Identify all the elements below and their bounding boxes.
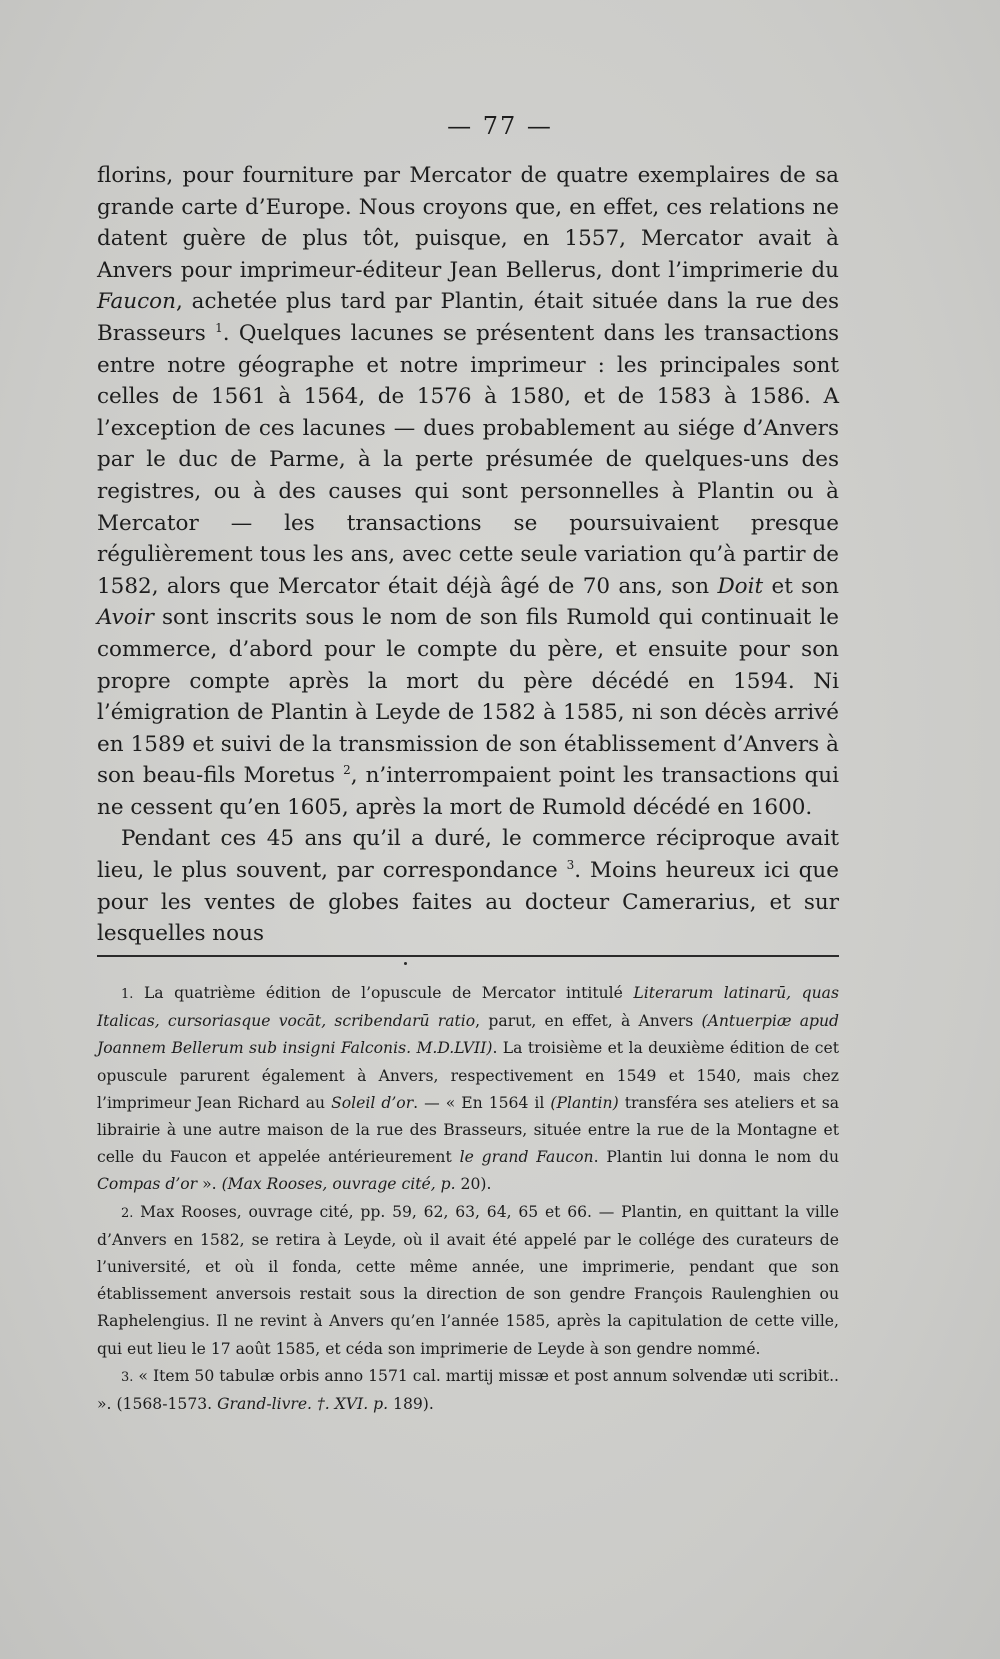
footnote-ref: 3 [566,857,575,872]
text-run: . Quelques lacunes se présentent dans les transactions entre notre géographe et notre imprimeur : les principales sont celles de 1561 à 1564, de 1576 à 1580, et de 1583 à 1586. A l’exception de ces lacunes — dues probablement au siége d’Anvers par le duc de Parme, à la perte présumée de quelques-uns des registres, ou à des causes qui sont personnelles à Plantin ou à Mercator — les transactions se poursuivaient presque régulièrement tous les ans, avec cette seule variation qu’à partir de 1582, alors que Mercator était déjà âgé de 70 ans, son [97,320,840,599]
italic-text: Faucon [97,289,176,315]
footnote-ref: 2 [343,763,351,778]
footnote-ref: 1 [215,320,223,335]
text-run: , n’interrompaient point les transactions qui ne cessent qu’en 1605, après la mort de Rumold décédé en 1600. [97,763,839,820]
italic-text: Soleil d’or [331,1093,414,1112]
text-run: ». [197,1175,222,1194]
text-run: . — « En 1564 il [413,1093,551,1112]
text-run: . La troisième et la deuxième édition de cet opuscule parurent également à Anvers, respectivement en 1549 et 1540, mais chez l’imprimeur Jean Richard au [97,1039,839,1112]
footnote-number: 3. [121,1369,134,1385]
footnotes [97,980,839,1418]
italic-text: (Antuerpiæ apud Joannem Bellerum sub insigni Falconis. M.D.LVII) [97,1012,839,1058]
page-number: — 77 — [447,112,553,140]
text-run: Max Rooses, ouvrage cité, pp. 59, 62, 63, 64, 65 et 66. — Plantin, en quittant la ville d’Anvers en 1582, se retira à Leyde, où il avait été appelé par le collége des curateurs de l’université, et où il fonda, cette même année, une imprimerie, pendant que son établissement anversois restait sous la direction de son gendre François Raulenghien ou Raphelengius. Il ne revint à Anvers qu’en l’année 1585, après la capitulation de cette ville, qui eut lieu le 17 août 1585, et céda son imprimerie de Leyde à son gendre nommé. [97,1202,839,1358]
text-run: 20). [455,1175,492,1194]
text-run: sont inscrits sous le nom de son fils Rumold qui continuait le commerce, d’abord pour le compte du père, et ensuite pour son propre compte après la mort du père décédé en 1594. Ni l’émigration de Plantin à Leyde de 1582 à 1585, ni son décès arrivé en 1589 et suivi de la transmission de son établissement d’Anvers à son beau-fils Moretus [97,605,839,789]
text-run: 189). [388,1395,434,1414]
footnote-number: 2. [121,1205,134,1221]
footnote-separator [97,955,839,957]
footnote [97,980,839,1199]
text-run: transféra ses ateliers et sa librairie à une autre maison de la rue des Brasseurs, située entre la rue de la Montagne et celle du Faucon et appelée antérieurement [97,1093,840,1167]
footnote [97,1363,839,1418]
main-text [97,160,839,950]
italic-text: Literarum latinarū, quas Italicas, cursoriasque vocāt, scribendarū ratio [97,984,839,1031]
italic-text: Doit [717,573,764,599]
italic-text: le grand Faucon [459,1148,594,1167]
italic-text: (Max Rooses, ouvrage cité, p. [221,1175,456,1194]
text-run: , achetée plus tard par Plantin, était située dans la rue des Brasseurs [97,289,839,346]
text-run: . Plantin lui donna le nom du [593,1148,840,1167]
paragraph [97,160,839,823]
paragraph [97,823,839,949]
text-run: . Moins heureux ici que pour les ventes de globes faites au docteur Camerarius, et sur lesquelles nous [97,858,840,947]
text-run: et son [763,573,839,599]
text-run: Pendant ces 45 ans qu’il a duré, le commerce réciproque avait lieu, le plus souvent, par correspondance [97,826,839,884]
footnote [97,1199,839,1363]
italic-text: Grand-livre. †. XVI. p. [217,1395,389,1414]
text-run: , parut, en effet, à Anvers [475,1012,702,1031]
text-run: « Item 50 tabulæ orbis anno 1571 cal. martij missæ et post annum solvendæ uti scribit.. ». (1568-1573. [97,1366,839,1414]
italic-text: Compas d’or [97,1175,198,1194]
text-run: La quatrième édition de l’opuscule de Mercator intitulé [133,984,634,1002]
italic-text: Avoir [97,605,154,631]
italic-text: (Plantin) [550,1093,619,1112]
separator-dot [404,962,407,965]
footnote-number: 1. [121,987,134,1002]
text-run: florins, pour fourniture par Mercator de quatre exemplaires de sa grande carte d’Europe. Nous croyons que, en effet, ces relations ne datent guère de plus tôt, puisque, en 1557, Mercator avait à Anvers pour imprimeur-éditeur Jean Bellerus, dont l’imprimerie du [97,163,839,283]
